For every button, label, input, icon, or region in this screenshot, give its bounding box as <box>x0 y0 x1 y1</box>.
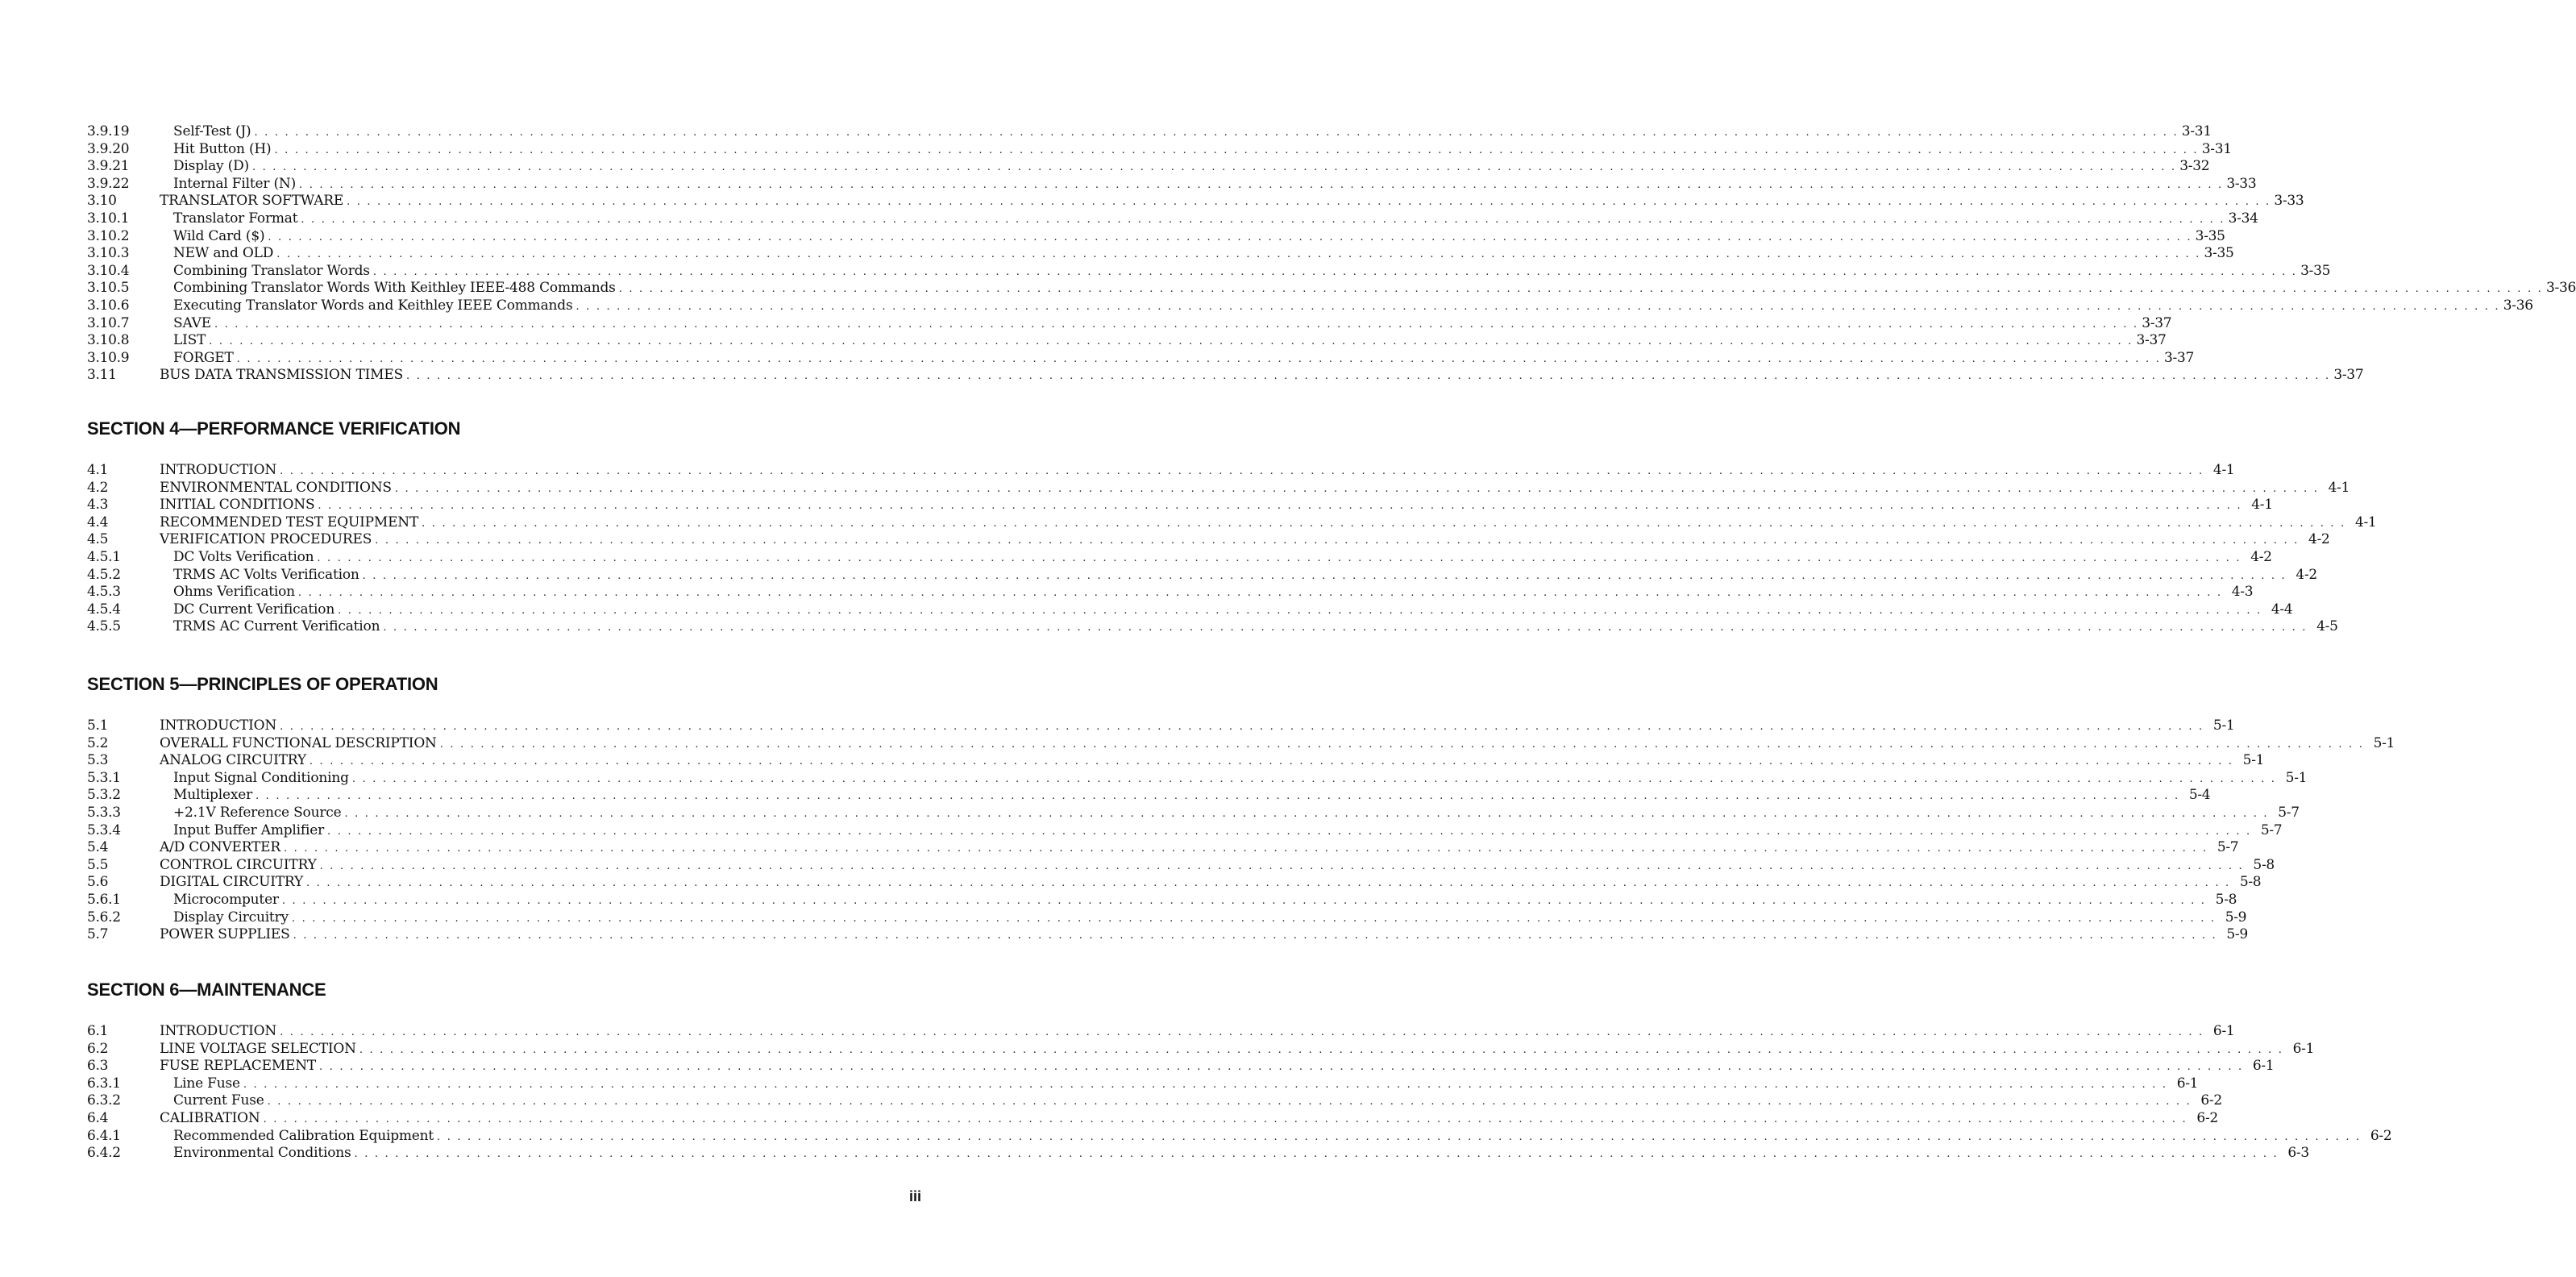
toc-entry-page: 3-35 <box>2204 245 2234 262</box>
toc-entry <box>87 193 2304 210</box>
toc-entry-number: 6.4 <box>87 1109 109 1126</box>
toc-entry-number: 4.4 <box>87 514 109 530</box>
toc-entry-page: 3-35 <box>2300 262 2331 279</box>
toc-entry-page: 4-2 <box>2250 548 2272 565</box>
toc-entry-page: 4-2 <box>2296 566 2317 583</box>
dot-leader <box>359 1042 2283 1059</box>
toc-entry <box>87 787 2211 805</box>
toc-entry <box>87 804 2300 822</box>
toc-entry <box>87 262 2331 281</box>
toc-entry-title: LIST <box>173 332 206 349</box>
toc-entry-page: 4-2 <box>2308 531 2330 548</box>
toc-entry-number: 6.3.2 <box>87 1092 121 1109</box>
toc-entry-page: 3-37 <box>2142 314 2172 331</box>
dot-leader <box>280 463 2204 480</box>
toc-entry-page: 4-4 <box>2271 601 2293 618</box>
toc-entry <box>87 548 2272 567</box>
dot-leader <box>318 497 2242 515</box>
toc-entry-title: Environmental Conditions <box>173 1145 351 1162</box>
toc-entry <box>87 909 2247 927</box>
toc-entry-title: Display Circuitry <box>173 909 289 926</box>
toc-entry-title: CONTROL CIRCUITRY <box>160 856 317 873</box>
toc-entry-title: INTRODUCTION <box>160 1023 277 1039</box>
toc-entry-number: 3.11 <box>87 367 117 384</box>
toc-entry-page: 3-31 <box>2181 123 2212 139</box>
toc-entry-number: 4.5.2 <box>87 566 121 583</box>
toc-entry-number: 6.2 <box>87 1040 109 1057</box>
toc-entry-number: 5.6 <box>87 874 109 891</box>
dot-leader <box>256 788 2179 805</box>
toc-entry <box>87 1075 2199 1093</box>
dot-leader <box>268 1093 2192 1111</box>
toc-entry <box>87 1127 2392 1146</box>
dot-leader <box>268 229 2192 247</box>
toc-entry-title: Current Fuse <box>173 1092 264 1109</box>
toc-entry-title: Input Buffer Amplifier <box>173 822 325 838</box>
toc-entry-title: TRMS AC Volts Verification <box>173 566 359 583</box>
dot-leader <box>264 1111 2188 1129</box>
dot-leader <box>363 568 2287 585</box>
toc-entry-title: INTRODUCTION <box>160 462 277 478</box>
toc-entry-number: 5.4 <box>87 839 109 856</box>
toc-entry-number: 3.10.7 <box>87 314 130 331</box>
toc-entry <box>87 158 2210 176</box>
dot-leader <box>292 910 2216 928</box>
toc-entry <box>87 280 2576 297</box>
dot-leader <box>338 602 2262 620</box>
toc-entry-page: 4-5 <box>2316 618 2338 635</box>
toc-entry <box>87 227 2225 246</box>
toc-entry <box>87 856 2275 875</box>
toc-entry-title: LINE VOLTAGE SELECTION <box>160 1040 356 1057</box>
toc-entry-title: Recommended Calibration Equipment <box>173 1127 434 1144</box>
toc-entry <box>87 349 2194 368</box>
toc-entry-page: 3-31 <box>2201 140 2232 157</box>
dot-leader <box>575 298 2499 316</box>
toc-entry-page: 6-1 <box>2292 1040 2315 1057</box>
toc-entry-title: Executing Translator Words and Keithley IEEE Commands <box>173 297 573 314</box>
toc-entry-title: SAVE <box>173 314 211 331</box>
toc-entry-title: Line Fuse <box>173 1075 240 1092</box>
toc-entry-title: Microcomputer <box>173 891 279 908</box>
toc-entry-number: 3.10.8 <box>87 332 130 349</box>
dot-leader <box>347 193 2271 211</box>
dot-leader <box>280 718 2204 736</box>
toc-entry-number: 4.5 <box>87 531 109 548</box>
toc-entry-title: Multiplexer <box>173 787 253 804</box>
toc-entry-number: 5.2 <box>87 734 109 751</box>
toc-entry-title: RECOMMENDED TEST EQUIPMENT <box>160 514 419 530</box>
toc-entry <box>87 839 2239 857</box>
dot-leader <box>301 211 2225 229</box>
toc-entry <box>87 584 2254 601</box>
dot-leader <box>440 736 2364 754</box>
section-5-heading: SECTION 5—PRINCIPLES OF OPERATION <box>87 674 438 694</box>
toc-entry-number: 5.6.1 <box>87 891 121 908</box>
toc-entry-page: 5-1 <box>2285 769 2308 786</box>
toc-entry-page: 3-37 <box>2136 332 2167 349</box>
toc-entry <box>87 718 2235 735</box>
toc-entry-title: ANALOG CIRCUITRY <box>160 752 306 769</box>
toc-entry-page: 6-1 <box>2212 1023 2235 1039</box>
toc-entry <box>87 734 2395 753</box>
toc-entry-title: Combining Translator Words <box>173 262 370 279</box>
toc-entry-number: 5.3.4 <box>87 822 121 838</box>
toc-entry-number: 3.10.1 <box>87 210 130 227</box>
toc-entry-page: 6-2 <box>2196 1109 2218 1126</box>
toc-entry <box>87 752 2265 770</box>
toc-entry <box>87 140 2232 159</box>
dot-leader <box>344 805 2268 823</box>
toc-entry-number: 5.3.2 <box>87 787 121 804</box>
toc-entry-page: 5-7 <box>2278 804 2300 821</box>
toc-entry-page: 3-36 <box>2503 297 2533 314</box>
toc-entry-title: VERIFICATION PROCEDURES <box>160 531 372 548</box>
toc-entry-page: 3-32 <box>2179 158 2210 175</box>
toc-entry-page: 3-35 <box>2195 227 2225 244</box>
toc-entry <box>87 1058 2275 1075</box>
toc-entry-number: 6.3 <box>87 1058 109 1075</box>
dot-leader <box>395 480 2319 498</box>
toc-entry-title: A/D CONVERTER <box>160 839 280 856</box>
toc-entry-title: FUSE REPLACEMENT <box>160 1058 317 1075</box>
dot-leader <box>282 892 2206 910</box>
toc-entry-number: 4.5.1 <box>87 548 121 565</box>
dot-leader <box>327 823 2251 841</box>
toc-entry-number: 3.10.5 <box>87 280 130 297</box>
toc-entry-page: 4-3 <box>2231 584 2254 601</box>
dot-leader <box>284 840 2208 858</box>
toc-entry-number: 5.1 <box>87 718 109 734</box>
toc-entry-title: Wild Card ($) <box>173 227 265 244</box>
toc-entry-page: 5-7 <box>2217 839 2239 856</box>
dot-leader <box>209 333 2133 351</box>
dot-leader <box>383 619 2307 637</box>
toc-entry-title: BUS DATA TRANSMISSION TIMES <box>160 367 404 384</box>
toc-entry-title: NEW and OLD <box>173 245 274 262</box>
toc-entry <box>87 566 2317 584</box>
toc-entry-title: DIGITAL CIRCUITRY <box>160 874 304 891</box>
toc-entry <box>87 618 2338 636</box>
toc-entry-number: 3.9.22 <box>87 175 130 192</box>
toc-entry <box>87 822 2283 840</box>
toc-entry-page: 6-2 <box>2200 1092 2222 1109</box>
toc-entry <box>87 1040 2315 1059</box>
toc-entry <box>87 769 2308 788</box>
dot-leader <box>319 1059 2243 1076</box>
toc-entry-title: FORGET <box>173 349 234 366</box>
dot-leader <box>320 858 2244 876</box>
toc-entry-number: 3.9.20 <box>87 140 130 157</box>
toc-entry-page: 3-34 <box>2228 210 2258 227</box>
toc-section-4 <box>87 462 2377 636</box>
dot-leader <box>237 351 2161 368</box>
toc-entry-page: 5-4 <box>2188 787 2211 804</box>
toc-entry-number: 3.10.2 <box>87 227 130 244</box>
toc-entry-page: 5-8 <box>2253 856 2275 873</box>
toc-entry <box>87 367 2364 385</box>
toc-entry <box>87 123 2212 141</box>
toc-entry-number: 3.10.4 <box>87 262 130 279</box>
dot-leader <box>317 550 2241 568</box>
toc-entry-number: 3.9.19 <box>87 123 130 139</box>
toc-entry-title: INTRODUCTION <box>160 718 277 734</box>
toc-entry-number: 5.6.2 <box>87 909 121 926</box>
dot-leader <box>293 927 2217 945</box>
toc-entry-page: 6-1 <box>2252 1058 2275 1075</box>
toc-entry-page: 3-36 <box>2545 280 2576 297</box>
toc-entry <box>87 332 2167 350</box>
toc-entry-page: 3-33 <box>2274 193 2304 210</box>
toc-entry-page: 5-9 <box>2226 926 2248 943</box>
toc-entry-number: 5.3.1 <box>87 769 121 786</box>
toc-entry-page: 5-1 <box>2373 734 2395 751</box>
page-number: iii <box>909 1188 922 1204</box>
dot-leader <box>274 142 2198 160</box>
dot-leader <box>298 584 2222 602</box>
toc-entry-title: INITIAL CONDITIONS <box>160 497 315 514</box>
toc-entry <box>87 926 2248 944</box>
toc-entry <box>87 601 2293 619</box>
dot-leader <box>619 281 2543 298</box>
toc-entry-number: 3.10.9 <box>87 349 130 366</box>
toc-entry <box>87 514 2377 532</box>
dot-leader <box>437 1129 2361 1146</box>
toc-entry <box>87 1145 2309 1163</box>
toc-entry <box>87 891 2237 909</box>
toc-entry-page: 5-1 <box>2212 718 2235 734</box>
toc-entry-page: 6-3 <box>2287 1145 2309 1162</box>
toc-entry-page: 5-8 <box>2239 874 2262 891</box>
toc-entry-page: 5-9 <box>2225 909 2247 926</box>
toc-entry-number: 4.5.4 <box>87 601 121 618</box>
dot-leader <box>375 532 2299 550</box>
toc-entry-number: 4.1 <box>87 462 109 478</box>
toc-entry-number: 3.10.3 <box>87 245 130 262</box>
toc-entry-title: Self-Test (J) <box>173 123 251 139</box>
dot-leader <box>310 753 2233 771</box>
toc-entry-page: 3-33 <box>2226 175 2257 192</box>
toc-entry-number: 3.9.21 <box>87 158 130 175</box>
toc-entry-page: 4-1 <box>2212 462 2235 478</box>
toc-entry-title: Display (D) <box>173 158 249 175</box>
toc-entry <box>87 874 2262 892</box>
toc-entry-page: 3-37 <box>2163 349 2194 366</box>
toc-entry-number: 4.2 <box>87 479 109 496</box>
dot-leader <box>406 368 2330 385</box>
toc-entry-title: Translator Format <box>173 210 298 227</box>
toc-entry <box>87 497 2273 514</box>
toc-entry-page: 4-1 <box>2354 514 2377 530</box>
section-6-heading: SECTION 6—MAINTENANCE <box>87 980 326 1000</box>
toc-entry <box>87 175 2257 193</box>
toc-entry-number: 3.10.6 <box>87 297 130 314</box>
toc-entry <box>87 479 2350 497</box>
toc-entry <box>87 1023 2235 1041</box>
toc-entry-title: Hit Button (H) <box>173 140 272 157</box>
toc-entry-number: 4.5.3 <box>87 584 121 601</box>
toc-entry-title: Input Signal Conditioning <box>173 769 349 786</box>
toc-entry-title: DC Volts Verification <box>173 548 314 565</box>
dot-leader <box>299 177 2223 194</box>
toc-entry-page: 3-37 <box>2333 367 2364 384</box>
dot-leader <box>355 1146 2279 1163</box>
toc-entry-number: 6.4.2 <box>87 1145 121 1162</box>
toc-entry <box>87 314 2172 333</box>
toc-entry-page: 5-8 <box>2215 891 2237 908</box>
toc-entry-title: Combining Translator Words With Keithley IEEE-488 Commands <box>173 280 616 297</box>
toc-entry-title: Internal Filter (N) <box>173 175 297 192</box>
toc-entry-title: DC Current Verification <box>173 601 335 618</box>
toc-entry-page: 4-1 <box>2251 497 2273 514</box>
toc-entry-number: 6.4.1 <box>87 1127 121 1144</box>
toc-entry-number: 5.3 <box>87 752 109 769</box>
toc-section-3-continued <box>87 123 2576 385</box>
dot-leader <box>243 1076 2167 1094</box>
toc-entry <box>87 531 2330 549</box>
toc-entry-title: CALIBRATION <box>160 1109 260 1126</box>
toc-entry <box>87 1109 2218 1128</box>
toc-entry-page: 5-7 <box>2260 822 2283 838</box>
dot-leader <box>255 124 2179 142</box>
dot-leader <box>422 515 2345 533</box>
toc-entry-number: 3.10 <box>87 193 117 210</box>
toc-entry-number: 6.3.1 <box>87 1075 121 1092</box>
toc-entry-title: POWER SUPPLIES <box>160 926 290 943</box>
toc-entry-number: 6.1 <box>87 1023 109 1039</box>
toc-entry-number: 5.7 <box>87 926 109 943</box>
dot-leader <box>280 1024 2204 1042</box>
toc-entry-title: Ohms Verification <box>173 584 295 601</box>
toc-entry-title: TRMS AC Current Verification <box>173 618 380 635</box>
toc-entry-number: 5.5 <box>87 856 109 873</box>
toc-entry-number: 5.3.3 <box>87 804 121 821</box>
toc-entry-title: +2.1V Reference Source <box>173 804 342 821</box>
toc-entry-title: TRANSLATOR SOFTWARE <box>160 193 344 210</box>
toc-entry-page: 5-1 <box>2242 752 2265 769</box>
dot-leader <box>352 771 2276 788</box>
dot-leader <box>306 875 2230 892</box>
section-4-heading: SECTION 4—PERFORMANCE VERIFICATION <box>87 418 461 439</box>
toc-entry <box>87 210 2258 228</box>
toc-entry <box>87 462 2235 480</box>
toc-entry-page: 6-1 <box>2176 1075 2199 1092</box>
toc-section-5 <box>87 718 2395 944</box>
toc-entry-page: 6-2 <box>2370 1127 2392 1144</box>
toc-entry-page: 4-1 <box>2328 479 2350 496</box>
dot-leader <box>214 316 2138 334</box>
toc-entry-title: ENVIRONMENTAL CONDITIONS <box>160 479 392 496</box>
toc-entry <box>87 245 2234 263</box>
toc-section-6 <box>87 1023 2392 1163</box>
toc-entry-number: 4.3 <box>87 497 109 514</box>
toc-entry <box>87 297 2533 315</box>
dot-leader <box>276 246 2200 264</box>
dot-leader <box>252 159 2176 177</box>
toc-entry <box>87 1092 2222 1110</box>
toc-entry-title: OVERALL FUNCTIONAL DESCRIPTION <box>160 734 437 751</box>
toc-entry-number: 4.5.5 <box>87 618 121 635</box>
dot-leader <box>373 264 2297 281</box>
